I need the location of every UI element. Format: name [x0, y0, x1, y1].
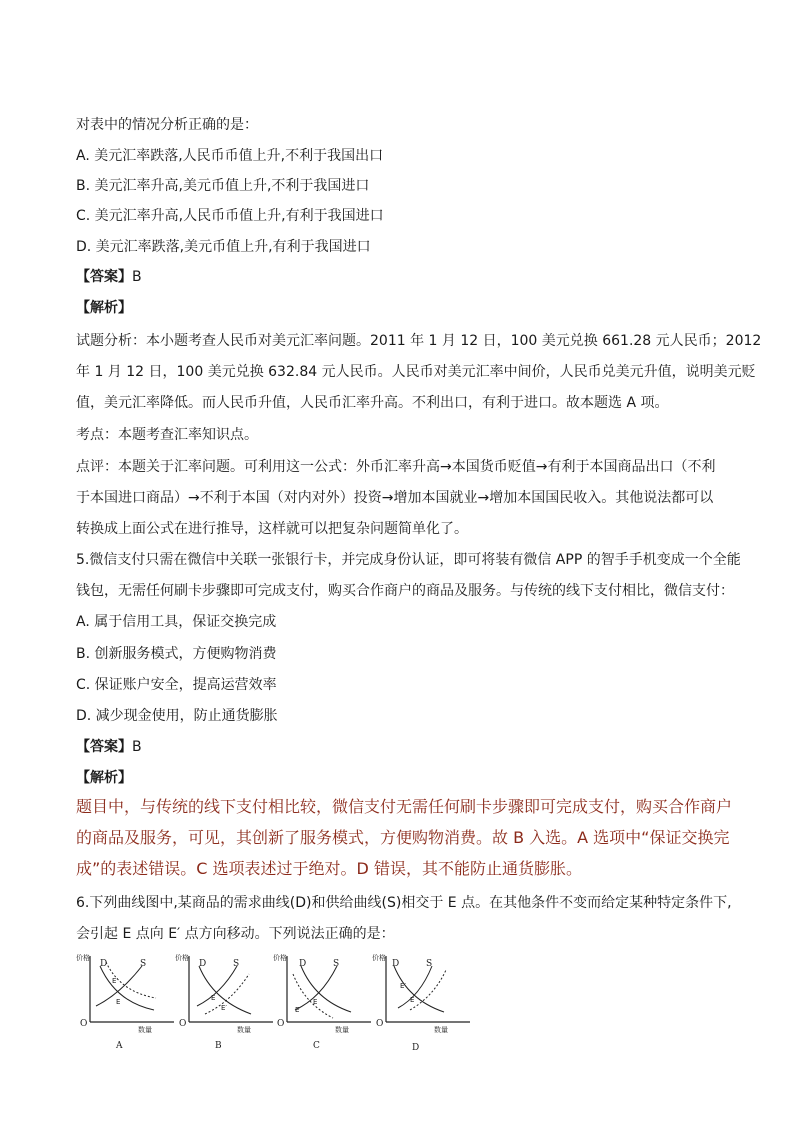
origin-label: O: [179, 1019, 187, 1029]
answer-value: B: [132, 739, 142, 755]
origin-label: O: [376, 1019, 384, 1029]
graph-d: [372, 952, 472, 1054]
q6-stem-line: 会引起 E 点向 E′ 点方向移动。下列说法正确的是：: [76, 926, 395, 942]
q5-answer: [76, 737, 142, 757]
demand-label: D: [392, 959, 400, 969]
demand-label: D: [100, 959, 108, 969]
supply-label: S: [233, 959, 240, 969]
y-axis-label: 价格: [372, 954, 386, 962]
supply-label: S: [426, 959, 433, 969]
x-axis-label: 数量: [434, 1026, 448, 1034]
e-prime-label: E′: [400, 982, 407, 990]
q5-analysis-line: 题目中，与传统的线下支付相比较，微信支付无需任何刷卡步骤即可完成支付，购买合作商户: [76, 797, 733, 816]
demand-curve: [100, 966, 154, 1010]
y-axis-label: 价格: [273, 954, 287, 962]
q4-option-d: D. 美元汇率跌落,美元币值上升,有利于我国进口: [76, 239, 371, 255]
q4-analysis-line: 年 1 月 12 日，100 美元兑换 632.84 元人民币。人民币对美元汇率中间价，人民币兑美元升值，说明美元贬: [76, 364, 756, 380]
e-prime-label: E′: [112, 977, 119, 985]
e-label: E: [313, 998, 318, 1006]
q4-kaodian: 考点：本题考查汇率知识点。: [76, 427, 258, 443]
q5-option-b: B. 创新服务模式，方便购物消费: [76, 646, 277, 662]
e-label: E: [211, 994, 216, 1002]
y-axis-label: 价格: [175, 954, 189, 962]
q4-option-c: C. 美元汇率升高,人民币币值上升,有利于我国进口: [76, 208, 384, 224]
q4-dianping-line: 于本国进口商品）→不利于本国（对内对外）投资→增加本国就业→增加本国国民收入。其他说法都可以: [76, 490, 714, 506]
q4-option-a: A. 美元汇率跌落,人民币币值上升,不利于我国出口: [76, 148, 384, 164]
graph-label: C: [313, 1041, 320, 1051]
q6-stem-line: 6.下列曲线图中,某商品的需求曲线(D)和供给曲线(S)相交于 E 点。在其他条件不变而给定某种特定条件下,: [76, 895, 732, 911]
q4-dianping-line: 转换成上面公式在进行推导，这样就可以把复杂问题简单化了。: [76, 521, 468, 537]
x-axis-label: 数量: [138, 1026, 152, 1034]
e-label: E: [410, 996, 415, 1004]
q4-dianping-line: 点评：本题关于汇率问题。可利用这一公式：外币汇率升高→本国货币贬值→有利于本国商品出口（不利: [76, 459, 716, 475]
demand-label: D: [299, 959, 307, 969]
q5-analysis-line: 成”的表述错误。C 选项表述过于绝对。D 错误，其不能防止通货膨胀。: [76, 859, 582, 878]
q5-option-d: D. 减少现金使用，防止通货膨胀: [76, 708, 278, 724]
graph-c: [273, 952, 373, 1054]
q4-stem: 对表中的情况分析正确的是：: [76, 117, 258, 133]
answer-value: B: [132, 269, 142, 285]
x-axis-label: 数量: [335, 1026, 349, 1034]
demand-curve: [301, 966, 351, 1012]
q5-analysis-line: 的商品及服务，可见，其创新了服务模式，方便购物消费。故 B 入选。A 选项中“保证交换完: [76, 828, 730, 847]
supply-label: S: [140, 959, 147, 969]
q4-analysis-line: 试题分析：本小题考查人民币对美元汇率问题。2011 年 1 月 12 日，100 美元兑换 661.28 元人民币；2012: [76, 333, 762, 349]
q5-analysis-tag: 【解析】: [76, 770, 132, 786]
graph-label: B: [215, 1041, 222, 1051]
q5-stem-line: 钱包，无需任何刷卡步骤即可完成支付，购买合作商户的商品及服务。与传统的线下支付相比，微信支付：: [76, 583, 734, 599]
graph-a: [76, 952, 176, 1054]
q5-stem-line: 5.微信支付只需在微信中关联一张银行卡，并完成身份认证，即可将装有微信 APP 的智手手机变成一个全能: [76, 552, 741, 568]
answer-tag: 【答案】: [76, 269, 132, 285]
e-prime-label: E′: [295, 1006, 302, 1014]
e-label: E: [116, 998, 121, 1006]
supply-curve: [197, 966, 237, 1006]
q5-option-c: C. 保证账户安全，提高运营效率: [76, 677, 277, 693]
q4-analysis-tag: 【解析】: [76, 300, 132, 316]
q5-option-a: A. 属于信用工具，保证交换完成: [76, 614, 277, 630]
supply-label: S: [333, 959, 340, 969]
e-prime-label: E′: [221, 1004, 228, 1012]
answer-tag: 【答案】: [76, 739, 132, 755]
q4-answer: [76, 267, 142, 287]
x-axis-label: 数量: [237, 1026, 251, 1034]
origin-label: O: [277, 1019, 285, 1029]
graph-b: [175, 952, 275, 1054]
origin-label: O: [80, 1019, 88, 1029]
q4-analysis-line: 值，美元汇率降低。而人民币升值，人民币汇率升高。不利出口，有利于进口。故本题选 A 项。: [76, 395, 669, 411]
demand-label: D: [199, 959, 207, 969]
q4-option-b: B. 美元汇率升高,美元币值上升,不利于我国进口: [76, 178, 370, 194]
y-axis-label: 价格: [76, 954, 90, 962]
graph-label: A: [116, 1041, 123, 1051]
graph-label: D: [412, 1043, 420, 1053]
